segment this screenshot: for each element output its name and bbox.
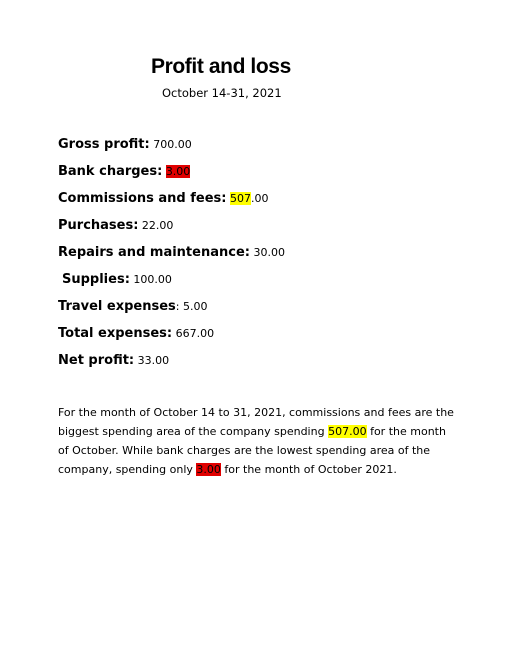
net-profit-value: 33.00 bbox=[134, 354, 170, 367]
summary-text-2: for the month of October. While bank charges are the lowest spending area of the company, spending only bbox=[58, 425, 446, 476]
line-items bbox=[58, 136, 285, 379]
travel-expenses-row bbox=[58, 298, 285, 325]
commissions-fees-label: Commissions and fees: bbox=[58, 191, 227, 206]
bank-charges-value: 3.00 bbox=[165, 165, 191, 178]
total-expenses-label: Total expenses: bbox=[58, 326, 173, 341]
bank-charges-label: Bank charges: bbox=[58, 164, 163, 179]
gross-profit-label: Gross profit: bbox=[58, 137, 150, 152]
bank-charges-row bbox=[58, 163, 285, 190]
summary-text-1: For the month of October 14 to 31, 2021, commissions and fees are the biggest spending area of the company spending bbox=[58, 406, 454, 438]
repairs-maintenance-row bbox=[58, 244, 285, 271]
summary-text-3: for the month of October 2021. bbox=[220, 463, 397, 476]
date-range: October 14-31, 2021 bbox=[162, 86, 282, 100]
commissions-fees-value-rest: .00 bbox=[251, 192, 269, 205]
purchases-value: 22.00 bbox=[138, 219, 174, 232]
travel-expenses-value: : 5.00 bbox=[175, 300, 208, 313]
summary-paragraph bbox=[58, 403, 458, 479]
repairs-maintenance-label: Repairs and maintenance: bbox=[58, 245, 250, 260]
commissions-fees-value: 507 bbox=[230, 192, 251, 205]
purchases-label: Purchases: bbox=[58, 218, 139, 233]
gross-profit-value: 700.00 bbox=[149, 138, 192, 151]
net-profit-row bbox=[58, 352, 285, 379]
page-title: Profit and loss bbox=[151, 55, 291, 78]
commissions-fees-row bbox=[58, 190, 285, 217]
purchases-row bbox=[58, 217, 285, 244]
supplies-row bbox=[58, 271, 285, 298]
supplies-label: Supplies: bbox=[62, 272, 130, 287]
gross-profit-row bbox=[58, 136, 285, 163]
supplies-value: 100.00 bbox=[129, 273, 172, 286]
summary-highlight-bank-charges: 3.00 bbox=[196, 463, 221, 476]
repairs-maintenance-value: 30.00 bbox=[249, 246, 285, 259]
net-profit-label: Net profit: bbox=[58, 353, 135, 368]
travel-expenses-label: Travel expenses bbox=[58, 299, 176, 314]
total-expenses-value: 667.00 bbox=[172, 327, 215, 340]
total-expenses-row bbox=[58, 325, 285, 352]
summary-highlight-commissions: 507.00 bbox=[328, 425, 367, 438]
